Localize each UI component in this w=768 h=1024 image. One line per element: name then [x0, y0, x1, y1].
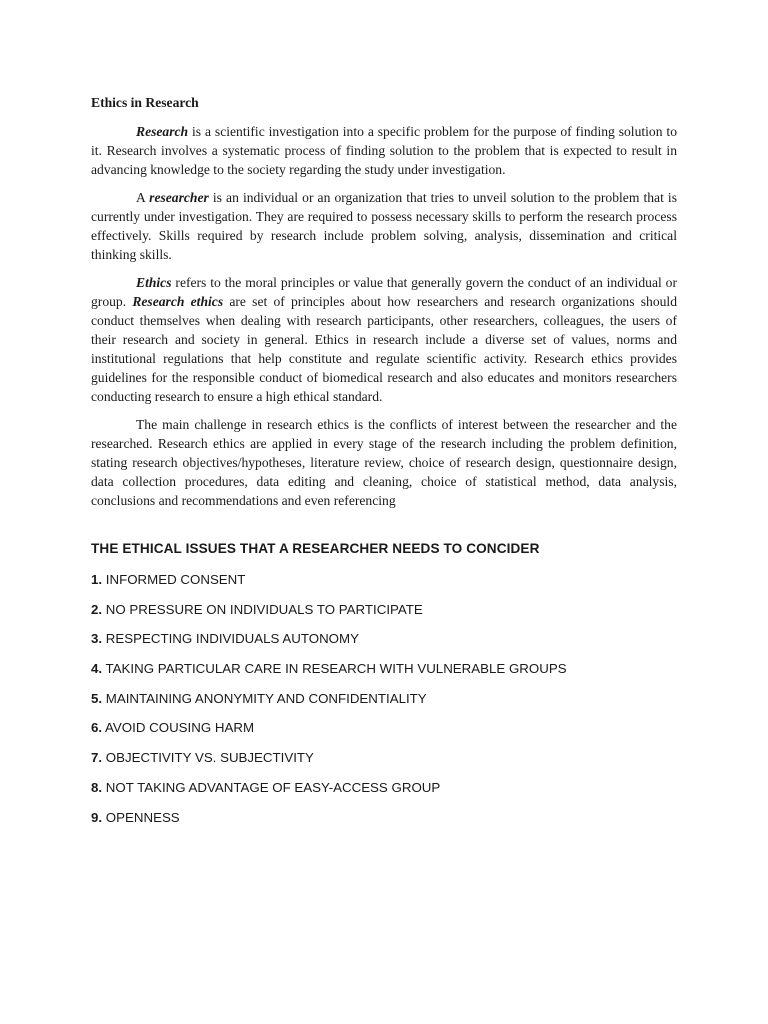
list-item-number: 4.	[91, 661, 103, 677]
term-research-ethics: Research ethics	[132, 294, 224, 309]
list-item-label: INFORMED CONSENT	[102, 572, 246, 587]
list-item-number: 8.	[91, 779, 103, 795]
list-item-label: NOT TAKING ADVANTAGE OF EASY-ACCESS GROUP	[102, 779, 441, 795]
list-item-label: NO PRESSURE ON INDIVIDUALS TO PARTICIPATE	[102, 601, 423, 617]
list-item-number: 3.	[91, 631, 103, 647]
list-item-number: 5.	[91, 690, 103, 706]
list-item	[91, 748, 677, 767]
document-page	[91, 93, 677, 837]
paragraph-text: is an individual or an organization that tries to unveil solution to the problem that is currently under investigation. They are required to possess necessary skills to perform the research process effectively. Skills required by research include problem solving, analysis, dissemination and critical thinking skills.	[91, 190, 677, 262]
list-item-label: MAINTAINING ANONYMITY AND CONFIDENTIALITY	[102, 690, 427, 706]
paragraph-researcher-definition	[91, 188, 677, 264]
list-item	[91, 600, 677, 619]
paragraph-text: are set of principles about how researchers and research organizations should conduct themselves when dealing with research participants, other researchers, colleagues, the users of their research and society in general. Ethics in research include a diverse set of values, norms and institutional regulations that help constitute and regulate scientific activity. Research ethics provides guidelines for the responsible conduct of biomedical research and also educates and monitors researchers conducting research to ensure a high ethical standard.	[91, 294, 677, 404]
list-item-number: 1.	[91, 572, 103, 587]
ethical-issues-section	[91, 539, 677, 827]
paragraph-prefix: A	[136, 190, 150, 205]
list-item	[91, 808, 677, 827]
list-item	[91, 718, 677, 737]
list-item-label: OPENNESS	[102, 809, 180, 825]
list-item-number: 6.	[91, 720, 103, 736]
list-item-number: 9.	[91, 809, 103, 825]
paragraph-research-definition	[91, 122, 677, 179]
list-item	[91, 570, 677, 589]
list-item-number: 7.	[91, 750, 103, 766]
paragraph-main-challenge	[91, 415, 677, 510]
term-ethics: Ethics	[136, 275, 172, 290]
paragraph-text: refers to the moral principles or value that generally govern the conduct of an individual or group.	[91, 275, 677, 309]
paragraph-text: The main challenge in research ethics is the conflicts of interest between the researcher and the researched. Research ethics are applied in every stage of the research including the problem definition, stating research objectives/hypotheses, literature review, choice of research design, questionnaire design, data collection procedures, data editing and cleaning, choice of statistical method, data analysis, conclusions and recommendations and even referencing	[91, 417, 677, 508]
list-item-label: AVOID COUSING HARM	[102, 720, 255, 736]
term-research: Research	[136, 124, 189, 139]
list-item	[91, 689, 677, 708]
list-item	[91, 629, 677, 648]
list-item-label: TAKING PARTICULAR CARE IN RESEARCH WITH VULNERABLE GROUPS	[102, 661, 567, 677]
list-item-number: 2.	[91, 601, 103, 617]
term-researcher: researcher	[149, 190, 209, 205]
ethical-issues-list	[91, 570, 677, 827]
ethical-issues-heading: THE ETHICAL ISSUES THAT A RESEARCHER NEEDS TO CONCIDER	[91, 541, 540, 556]
list-item-label: OBJECTIVITY VS. SUBJECTIVITY	[102, 750, 314, 766]
list-item	[91, 778, 677, 797]
document-title: Ethics in Research	[91, 95, 199, 110]
paragraph-text: is a scientific investigation into a specific problem for the purpose of finding solution to it. Research involves a systematic process of finding solution to the problem that is expected to result in advancing knowledge to the society regarding the study under investigation.	[91, 124, 677, 177]
list-item	[91, 659, 677, 678]
paragraph-ethics-definition	[91, 273, 677, 406]
list-item-label: RESPECTING INDIVIDUALS AUTONOMY	[102, 631, 359, 647]
